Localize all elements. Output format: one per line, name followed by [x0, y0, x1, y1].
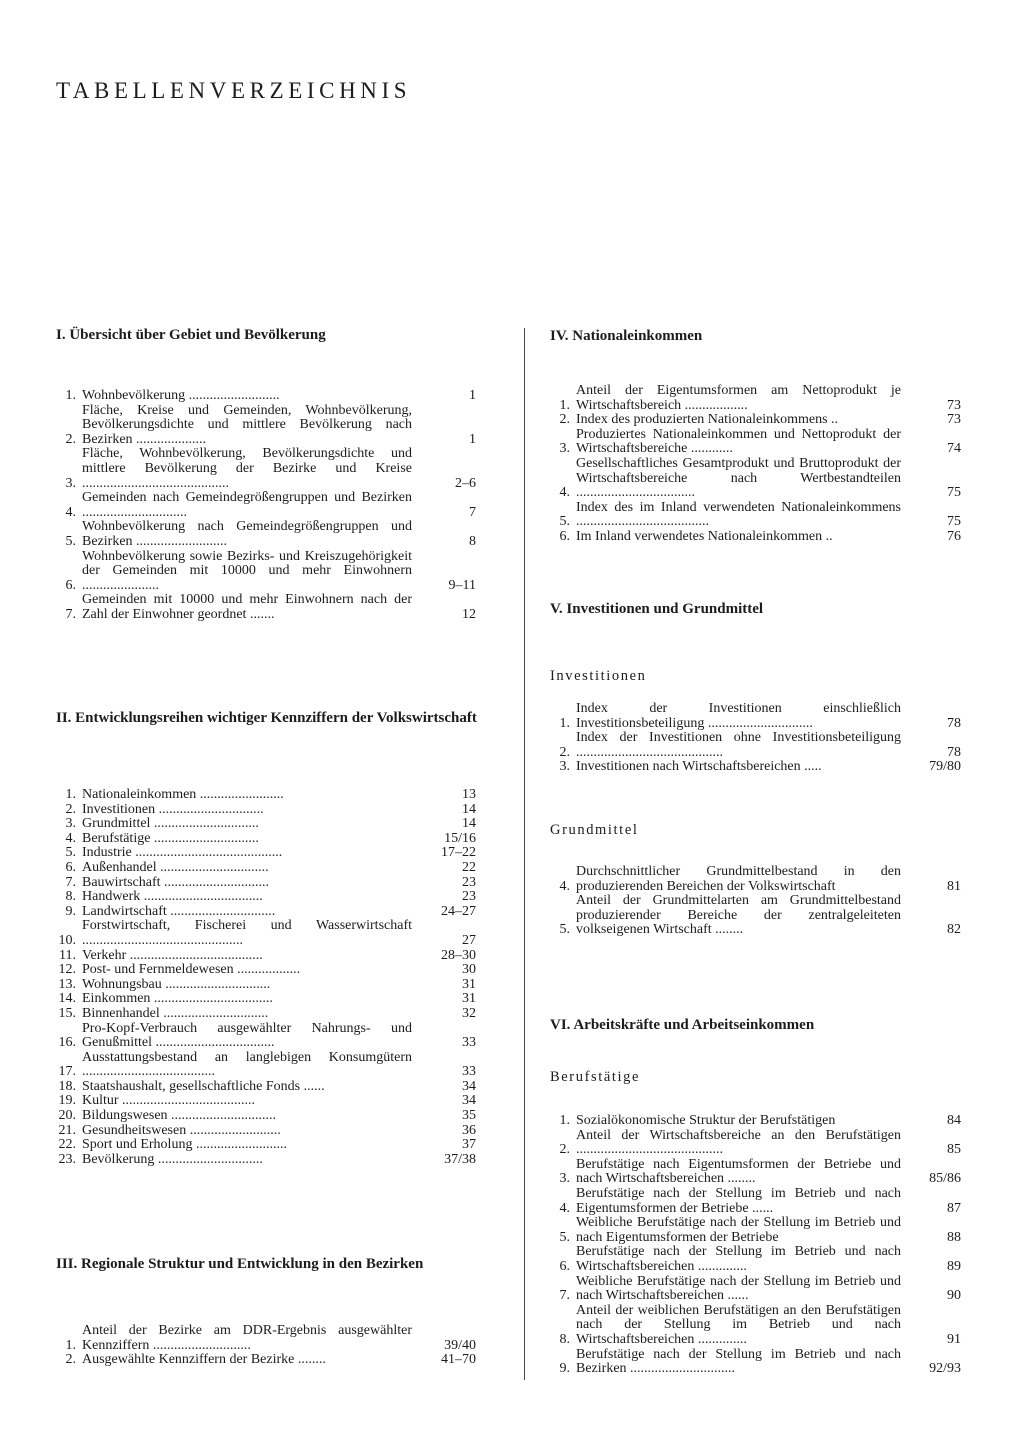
entry-title: Fläche, Wohnbevölkerung, Bevölkerungsdichte und mittlere Bevölkerung der Bezirke und Kreise .......................................... — [82, 447, 412, 491]
entry-page: 75 — [947, 514, 961, 530]
entry-title: Kultur ...................................... — [82, 1094, 256, 1109]
entry-title: Industrie .......................................... — [82, 846, 283, 861]
entry-page: 31 — [462, 976, 476, 992]
section-2 — [56, 710, 496, 1167]
toc-entry — [56, 876, 496, 891]
entry-number: 13. — [58, 976, 76, 992]
subsection-heading: Berufstätige — [550, 1069, 641, 1085]
entry-number: 12. — [58, 962, 76, 978]
entry-title: Weibliche Berufstätige nach der Stellung im Betrieb und nach Wirtschaftsbereichen ...... — [576, 1274, 901, 1304]
toc-list — [56, 1324, 496, 1368]
toc-entry — [550, 428, 970, 457]
entry-title: Wohnbevölkerung nach Gemeindegrößengruppen und Bezirken .......................... — [82, 520, 412, 549]
entry-number: 5. — [559, 514, 570, 530]
section-5 — [550, 601, 970, 938]
entry-title: Forstwirtschaft, Fischerei und Wasserwirtschaft .............................................. — [82, 919, 412, 948]
entry-title: Verkehr ...................................... — [82, 948, 263, 963]
entry-page: 76 — [947, 528, 961, 544]
toc-list — [550, 1114, 970, 1377]
toc-entry — [550, 501, 970, 530]
entry-page: 78 — [947, 744, 961, 760]
entry-title: Gemeinden nach Gemeindegrößengruppen und Bezirken .............................. — [82, 491, 412, 520]
entry-number: 2. — [65, 1352, 76, 1368]
entry-title: Im Inland verwendetes Nationaleinkommen .. — [576, 529, 833, 544]
entry-title: Produziertes Nationaleinkommen und Nettoprodukt der Wirtschaftsbereiche ............ — [576, 427, 901, 457]
entry-title: Staatshaushalt, gesellschaftliche Fonds ...... — [82, 1079, 325, 1094]
entry-page: 37/38 — [444, 1151, 476, 1167]
entry-title: Pro-Kopf-Verbrauch ausgewählter Nahrungs- und Genußmittel .................................. — [82, 1021, 412, 1051]
entry-title: Bauwirtschaft .............................. — [82, 875, 270, 890]
entry-page: 33 — [462, 1064, 476, 1080]
entry-number: 3. — [65, 816, 76, 832]
entry-title: Bevölkerung .............................. — [82, 1152, 263, 1167]
toc-entry — [550, 457, 970, 501]
entry-page: 41–70 — [441, 1352, 476, 1368]
entry-page: 23 — [462, 874, 476, 890]
toc-entry — [56, 1124, 496, 1139]
entry-number: 3. — [559, 1171, 570, 1187]
toc-entry — [550, 1158, 970, 1187]
entry-number: 9. — [65, 903, 76, 919]
entry-page: 84 — [947, 1113, 961, 1128]
entry-page: 85 — [947, 1142, 961, 1158]
toc-entry — [56, 447, 496, 491]
entry-page: 15/16 — [444, 830, 476, 846]
entry-number: 8. — [65, 889, 76, 905]
entry-title: Ausgewählte Kennziffern der Bezirke ........ — [82, 1353, 326, 1368]
entry-number: 20. — [58, 1108, 76, 1124]
entry-number: 7. — [65, 874, 76, 890]
toc-entry — [56, 817, 496, 832]
entry-page: 8 — [469, 533, 476, 549]
subsection-heading: Grundmittel — [550, 821, 639, 838]
entry-page: 74 — [947, 441, 961, 457]
entry-number: 7. — [65, 606, 76, 622]
toc-list — [550, 702, 970, 775]
entry-number: 1. — [559, 715, 570, 731]
entry-page: 91 — [947, 1331, 961, 1347]
entry-title: Berufstätige .............................. — [82, 831, 259, 846]
entry-number: 11. — [59, 947, 76, 963]
section-4 — [550, 328, 970, 545]
entry-number: 16. — [58, 1035, 76, 1051]
entry-title: Gesundheitswesen .......................... — [82, 1123, 281, 1138]
entry-title: Wohnbevölkerung sowie Bezirks- und Kreiszugehörigkeit der Gemeinden mit 10000 und mehr Einwohnern ...................... — [82, 549, 412, 593]
entry-page: 82 — [947, 922, 961, 938]
entry-title: Post- und Fernmeldewesen .................. — [82, 963, 301, 978]
entry-page: 14 — [462, 816, 476, 832]
entry-number: 3. — [65, 475, 76, 491]
entry-title: Berufstätige nach der Stellung im Betrieb und nach Bezirken .............................. — [576, 1347, 901, 1377]
entry-page: 30 — [462, 962, 476, 978]
toc-entry — [56, 1138, 496, 1153]
toc-entry — [56, 550, 496, 594]
entry-title: Anteil der Grundmittelarten am Grundmittelbestand produzierender Bereiche der zentralgeleiteten volkseigenen Wirtschaft ........ — [576, 894, 901, 938]
entry-title: Index des produzierten Nationaleinkommens .. — [576, 413, 839, 428]
entry-title: Gemeinden mit 10000 und mehr Einwohnern nach der Zahl der Einwohner geordnet ....... — [82, 593, 412, 622]
entry-number: 22. — [58, 1137, 76, 1153]
entry-number: 23. — [58, 1151, 76, 1167]
entry-number: 4. — [559, 485, 570, 501]
entry-page: 39/40 — [444, 1337, 476, 1353]
entry-page: 12 — [462, 606, 476, 622]
toc-entry — [56, 1324, 496, 1353]
entry-page: 87 — [947, 1200, 961, 1216]
toc-entry — [56, 1051, 496, 1080]
entry-number: 4. — [65, 504, 76, 520]
toc-entry — [550, 1245, 970, 1274]
entry-page: 85/86 — [929, 1171, 961, 1187]
toc-entry — [56, 1109, 496, 1124]
section-heading: II. Entwicklungsreihen wichtiger Kennziffern der Volkswirtschaft — [56, 710, 477, 726]
toc-entry — [56, 992, 496, 1007]
toc-entry — [56, 803, 496, 818]
toc-entry — [56, 861, 496, 876]
section-heading: V. Investitionen und Grundmittel — [550, 601, 764, 617]
entry-number: 5. — [559, 1229, 570, 1245]
toc-entry — [56, 1007, 496, 1022]
entry-page: 13 — [462, 787, 476, 802]
page-title: TABELLENVERZEICHNIS — [56, 78, 412, 103]
entry-page: 22 — [462, 859, 476, 875]
entry-number: 5. — [65, 845, 76, 861]
entry-page: 79/80 — [929, 759, 961, 775]
entry-number: 4. — [559, 1200, 570, 1216]
toc-entry — [550, 702, 970, 731]
toc-entry — [56, 949, 496, 964]
toc-list — [56, 389, 496, 623]
entry-number: 1. — [559, 1113, 570, 1128]
entry-title: Bildungswesen .............................. — [82, 1109, 277, 1124]
entry-page: 24–27 — [441, 903, 476, 919]
toc-entry — [550, 1187, 970, 1216]
entry-title: Weibliche Berufstätige nach der Stellung im Betrieb und nach Eigentumsformen der Betriebe — [576, 1216, 901, 1245]
toc-list — [550, 865, 970, 938]
entry-title: Index des im Inland verwendeten Nationaleinkommens ...................................... — [576, 500, 901, 530]
entry-number: 1. — [559, 397, 570, 413]
toc-list — [550, 384, 970, 545]
toc-entry — [56, 905, 496, 920]
section-heading: III. Regionale Struktur und Entwicklung in den Bezirken — [56, 1256, 424, 1272]
toc-entry — [550, 1304, 970, 1348]
entry-title: Durchschnittlicher Grundmittelbestand in den produzierenden Bereichen der Volkswirtschaft — [576, 864, 901, 894]
toc-entry — [56, 788, 496, 803]
entry-number: 2. — [65, 431, 76, 447]
entry-number: 10. — [58, 932, 76, 948]
entry-page: 2–6 — [455, 475, 476, 491]
entry-number: 6. — [65, 859, 76, 875]
entry-number: 1. — [65, 1337, 76, 1353]
entry-page: 17–22 — [441, 845, 476, 861]
entry-title: Gesellschaftliches Gesamtprodukt und Bruttoprodukt der Wirtschaftsbereiche nach Wertbestandteilen .................................. — [576, 456, 901, 501]
section-6 — [550, 1017, 970, 1377]
entry-page: 34 — [462, 1093, 476, 1109]
entry-page: 35 — [462, 1108, 476, 1124]
entry-page: 89 — [947, 1258, 961, 1274]
entry-page: 81 — [947, 878, 961, 894]
entry-page: 7 — [469, 504, 476, 520]
entry-number: 3. — [559, 759, 570, 775]
toc-entry — [56, 832, 496, 847]
entry-number: 1. — [65, 787, 76, 802]
entry-title: Investitionen .............................. — [82, 802, 264, 817]
entry-page: 73 — [947, 412, 961, 428]
section-3 — [56, 1256, 496, 1368]
toc-list — [56, 788, 496, 1167]
toc-entry — [550, 530, 970, 545]
entry-page: 14 — [462, 801, 476, 817]
entry-title: Landwirtschaft .............................. — [82, 904, 276, 919]
entry-number: 6. — [65, 577, 76, 593]
entry-number: 3. — [559, 441, 570, 457]
entry-page: 27 — [462, 932, 476, 948]
entry-number: 4. — [559, 878, 570, 894]
entry-number: 2. — [65, 801, 76, 817]
entry-number: 2. — [559, 744, 570, 760]
toc-entry — [550, 1275, 970, 1304]
toc-entry — [550, 731, 970, 760]
entry-title: Berufstätige nach der Stellung im Betrieb und nach Eigentumsformen der Betriebe ...... — [576, 1186, 901, 1216]
entry-title: Wohnbevölkerung .......................... — [82, 389, 280, 403]
entry-title: Außenhandel ............................... — [82, 860, 269, 875]
toc-entry — [56, 520, 496, 549]
entry-page: 23 — [462, 889, 476, 905]
entry-page: 28–30 — [441, 947, 476, 963]
toc-entry — [56, 963, 496, 978]
toc-entry — [56, 1080, 496, 1095]
entry-page: 1 — [469, 431, 476, 447]
entry-number: 14. — [58, 991, 76, 1007]
entry-number: 6. — [559, 1258, 570, 1274]
toc-entry — [550, 384, 970, 413]
entry-title: Sport und Erholung .......................... — [82, 1138, 287, 1153]
entry-number: 17. — [58, 1064, 76, 1080]
entry-page: 34 — [462, 1078, 476, 1094]
entry-number: 4. — [65, 830, 76, 846]
toc-entry — [56, 919, 496, 948]
entry-page: 90 — [947, 1288, 961, 1304]
entry-title: Handwerk .................................. — [82, 890, 263, 905]
entry-title: Anteil der weiblichen Berufstätigen an den Berufstätigen nach der Stellung im Betrieb und nach Wirtschaftsbereichen .............. — [576, 1303, 901, 1347]
entry-page: 1 — [469, 388, 476, 403]
entry-page: 36 — [462, 1122, 476, 1138]
entry-number: 6. — [559, 528, 570, 544]
entry-title: Nationaleinkommen ........................ — [82, 788, 284, 802]
entry-number: 9. — [559, 1361, 570, 1377]
toc-entry — [56, 890, 496, 905]
section-heading: I. Übersicht über Gebiet und Bevölkerung — [56, 327, 326, 343]
entry-number: 7. — [559, 1288, 570, 1304]
entry-number: 19. — [58, 1093, 76, 1109]
entry-page: 78 — [947, 715, 961, 731]
section-heading: VI. Arbeitskräfte und Arbeitseinkommen — [550, 1017, 815, 1033]
entry-page: 37 — [462, 1137, 476, 1153]
entry-title: Einkommen .................................. — [82, 992, 273, 1007]
toc-entry — [550, 865, 970, 894]
toc-entry — [56, 846, 496, 861]
entry-number: 1. — [65, 388, 76, 403]
entry-number: 8. — [559, 1331, 570, 1347]
toc-entry — [56, 978, 496, 993]
entry-page: 92/93 — [929, 1361, 961, 1377]
entry-title: Index der Investitionen ohne Investitionsbeteiligung .......................................... — [576, 731, 901, 760]
toc-entry — [550, 1114, 970, 1129]
entry-title: Grundmittel .............................. — [82, 817, 259, 832]
subsection-heading: Investitionen — [550, 668, 647, 684]
entry-page: 33 — [462, 1035, 476, 1051]
entry-number: 15. — [58, 1005, 76, 1021]
entry-page: 32 — [462, 1005, 476, 1021]
section-heading: IV. Nationaleinkommen — [550, 328, 703, 344]
toc-entry — [56, 491, 496, 520]
toc-entry — [550, 760, 970, 775]
entry-page: 31 — [462, 991, 476, 1007]
entry-title: Fläche, Kreise und Gemeinden, Wohnbevölkerung, Bevölkerungsdichte und mittlere Bevölkerung nach Bezirken .................... — [82, 403, 412, 447]
section-1 — [56, 327, 496, 623]
entry-number: 5. — [559, 922, 570, 938]
entry-title: Anteil der Bezirke am DDR-Ergebnis ausgewählter Kennziffern ............................ — [82, 1324, 412, 1353]
toc-entry — [56, 1153, 496, 1168]
entry-number: 21. — [58, 1122, 76, 1138]
toc-entry — [550, 1129, 970, 1158]
entry-number: 5. — [65, 533, 76, 549]
toc-entry — [56, 1022, 496, 1051]
entry-number: 18. — [58, 1078, 76, 1094]
entry-page: 88 — [947, 1229, 961, 1245]
toc-entry — [550, 894, 970, 938]
entry-title: Anteil der Eigentumsformen am Nettoprodukt je Wirtschaftsbereich .................. — [576, 384, 901, 413]
entry-title: Berufstätige nach der Stellung im Betrieb und nach Wirtschaftsbereichen .............. — [576, 1245, 901, 1274]
entry-title: Binnenhandel .............................. — [82, 1006, 269, 1021]
toc-entry — [56, 404, 496, 448]
entry-number: 2. — [559, 412, 570, 428]
entry-title: Index der Investitionen einschließlich Investitionsbeteiligung .............................. — [576, 702, 901, 731]
toc-entry — [550, 1216, 970, 1245]
entry-title: Ausstattungsbestand an langlebigen Konsumgütern ...................................... — [82, 1050, 412, 1080]
entry-title: Sozialökonomische Struktur der Berufstätigen — [576, 1114, 836, 1128]
toc-entry — [550, 413, 970, 428]
entry-page: 75 — [947, 485, 961, 501]
entry-title: Berufstätige nach Eigentumsformen der Betriebe und nach Wirtschaftsbereichen ........ — [576, 1157, 901, 1187]
toc-entry — [56, 593, 496, 622]
entry-page: 9–11 — [448, 577, 476, 593]
toc-entry — [550, 1348, 970, 1377]
entry-title: Investitionen nach Wirtschaftsbereichen ..... — [576, 760, 822, 775]
toc-entry — [56, 1353, 496, 1368]
entry-title: Anteil der Wirtschaftsbereiche an den Berufstätigen .......................................... — [576, 1128, 901, 1158]
entry-page: 73 — [947, 397, 961, 413]
entry-number: 2. — [559, 1142, 570, 1158]
toc-entry — [56, 1094, 496, 1109]
column-divider — [524, 328, 525, 1380]
entry-title: Wohnungsbau .............................. — [82, 977, 271, 992]
toc-entry — [56, 389, 496, 404]
